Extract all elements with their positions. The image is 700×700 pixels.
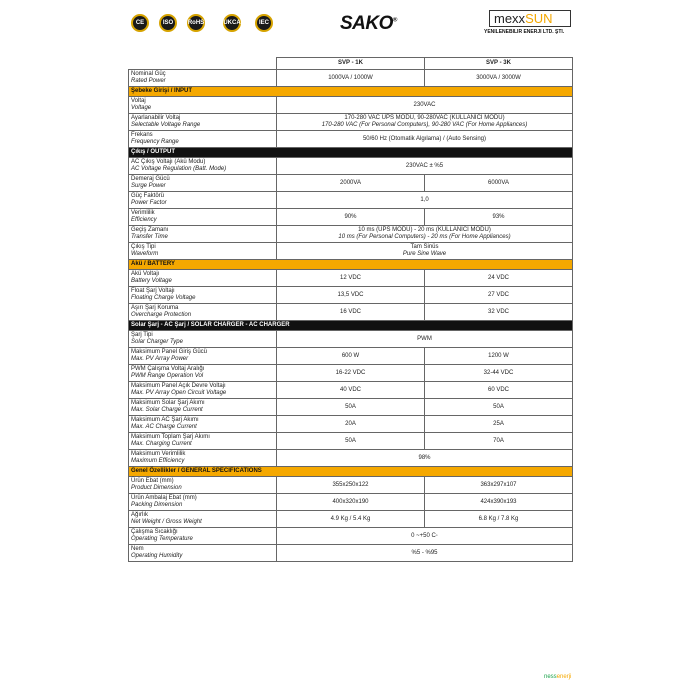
cell-value: 363x297x107 bbox=[425, 477, 573, 494]
cell-value: 230VAC bbox=[277, 97, 573, 114]
table-row bbox=[129, 416, 573, 433]
cell-value: 32-44 VDC bbox=[425, 365, 573, 382]
row-label: Maksimum Panel Açık Devre Voltajı Max. PV Array Open Circuit Voltage bbox=[129, 382, 277, 399]
section-battery bbox=[129, 260, 573, 270]
table-header-row bbox=[129, 58, 573, 70]
row-label: Maksimum Verimlilik Maximum Efficiency bbox=[129, 450, 277, 467]
cell-value: 0 ~+50 C◦ bbox=[277, 528, 573, 545]
cell-value: 13,5 VDC bbox=[277, 287, 425, 304]
cell-value: 16-22 VDC bbox=[277, 365, 425, 382]
cell-value: 170-280 VAC UPS MODU, 90-280VAC (KULLANICI MODU) 170-280 VAC (For Personal Computers), 90-280 VAC (For Home Appliances) bbox=[277, 114, 573, 131]
cell-value: PWM bbox=[277, 331, 573, 348]
cell-value: 50A bbox=[425, 399, 573, 416]
table-row bbox=[129, 226, 573, 243]
table-row bbox=[129, 365, 573, 382]
row-label: Çıkış Tipi Waveform bbox=[129, 243, 277, 260]
section-general bbox=[129, 467, 573, 477]
table-row bbox=[129, 382, 573, 399]
mexxsun-logo: mexx SUN bbox=[489, 10, 571, 27]
cell-value: Genel Özellikler / GENERAL SPECIFICATIONS bbox=[129, 467, 573, 477]
cell-value: Akü / BATTERY bbox=[129, 260, 573, 270]
cell-value: %5 - %95 bbox=[277, 545, 573, 562]
cell-value: Tam Sinüs Pure Sine Wave bbox=[277, 243, 573, 260]
row-label: Ürün Ambalaj Ebat (mm) Packing Dimension bbox=[129, 494, 277, 511]
cell-value: 50A bbox=[277, 433, 425, 450]
row-label: PWM Çalışma Voltaj Aralığı PWM Range Operation Vol bbox=[129, 365, 277, 382]
table-row bbox=[129, 192, 573, 209]
cell-value: 16 VDC bbox=[277, 304, 425, 321]
table-row bbox=[129, 399, 573, 416]
table-row bbox=[129, 175, 573, 192]
table-row bbox=[129, 545, 573, 562]
row-label: Akü Voltajı Battery Voltage bbox=[129, 270, 277, 287]
section-input bbox=[129, 87, 573, 97]
iec-cert-icon: IEC bbox=[255, 14, 273, 32]
table-row bbox=[129, 97, 573, 114]
row-label: Maksimum Solar Şarj Akımı Max. Solar Charge Current bbox=[129, 399, 277, 416]
ce-cert-icon: CE bbox=[131, 14, 149, 32]
spec-table bbox=[128, 57, 573, 562]
table-row bbox=[129, 287, 573, 304]
row-label: Float Şarj Voltajı Floating Charge Voltage bbox=[129, 287, 277, 304]
ukca-cert-icon: UKCA bbox=[223, 14, 241, 32]
table-row bbox=[129, 114, 573, 131]
table-row bbox=[129, 209, 573, 226]
row-label: Voltaj Voltage bbox=[129, 97, 277, 114]
cell-value: 6.8 Kg / 7.8 Kg bbox=[425, 511, 573, 528]
row-label: Maksimum Panel Giriş Gücü Max. PV Array Power bbox=[129, 348, 277, 365]
watermark: nessenerji bbox=[544, 674, 572, 680]
cell-value: 424x390x193 bbox=[425, 494, 573, 511]
cell-value bbox=[129, 58, 277, 70]
row-label: Maksimum AC Şarj Akımı Max. AC Charge Current bbox=[129, 416, 277, 433]
rohs-cert-icon: RoHS bbox=[187, 14, 205, 32]
cell-value: 20A bbox=[277, 416, 425, 433]
cell-value: 6000VA bbox=[425, 175, 573, 192]
table-row bbox=[129, 270, 573, 287]
cell-value: 600 W bbox=[277, 348, 425, 365]
row-label: AC Çıkış Voltajı (Akü Modu) AC Voltage Regulation (Batt. Mode) bbox=[129, 158, 277, 175]
col-svp-3k: SVP - 3K bbox=[425, 58, 573, 70]
section-solar-charger bbox=[129, 321, 573, 331]
cell-value: Çıkış / OUTPUT bbox=[129, 148, 573, 158]
row-label: Çalışma Sıcaklığı Operating Temperature bbox=[129, 528, 277, 545]
cell-value: 12 VDC bbox=[277, 270, 425, 287]
row-label: Ağırlık Net Weight / Gross Weight bbox=[129, 511, 277, 528]
row-label: Geçiş Zamanı Transfer Time bbox=[129, 226, 277, 243]
section-output bbox=[129, 148, 573, 158]
row-label: Verimlilik Efficiency bbox=[129, 209, 277, 226]
sako-logo: SAKO® bbox=[340, 13, 397, 34]
cell-value: 27 VDC bbox=[425, 287, 573, 304]
table-row bbox=[129, 477, 573, 494]
cell-value: 4.9 Kg / 5.4 Kg bbox=[277, 511, 425, 528]
cell-value: 25A bbox=[425, 416, 573, 433]
cell-value: 1200 W bbox=[425, 348, 573, 365]
row-label: Ürün Ebat (mm) Product Dimension bbox=[129, 477, 277, 494]
cell-value: 60 VDC bbox=[425, 382, 573, 399]
iso-cert-icon: ISO bbox=[159, 14, 177, 32]
cell-value: 10 ms (UPS MODU) - 20 ms (KULLANICI MODU) 10 ms (For Personal Computers) - 20 ms (For Home Appliances) bbox=[277, 226, 573, 243]
table-row bbox=[129, 331, 573, 348]
row-label: Güç Faktörü Power Factor bbox=[129, 192, 277, 209]
cell-value: 400x320x190 bbox=[277, 494, 425, 511]
table-row bbox=[129, 511, 573, 528]
cell-value: 32 VDC bbox=[425, 304, 573, 321]
cell-value: Şebeke Girişi / INPUT bbox=[129, 87, 573, 97]
table-row bbox=[129, 528, 573, 545]
row-label: Ayarlanabilir Voltaj Selectable Voltage Range bbox=[129, 114, 277, 131]
table-row bbox=[129, 158, 573, 175]
table-row bbox=[129, 433, 573, 450]
cell-value: 355x250x122 bbox=[277, 477, 425, 494]
cell-value: 40 VDC bbox=[277, 382, 425, 399]
table-row bbox=[129, 450, 573, 467]
cell-value: 93% bbox=[425, 209, 573, 226]
page-header bbox=[0, 0, 700, 48]
cell-value: 90% bbox=[277, 209, 425, 226]
cell-value: 24 VDC bbox=[425, 270, 573, 287]
row-label: Şarj Tipi Solar Charger Type bbox=[129, 331, 277, 348]
table-row bbox=[129, 243, 573, 260]
cell-value: 230VAC ± %5 bbox=[277, 158, 573, 175]
table-row bbox=[129, 494, 573, 511]
cell-value: 50A bbox=[277, 399, 425, 416]
row-label: Demeraj Gücü Surge Power bbox=[129, 175, 277, 192]
cell-value: 70A bbox=[425, 433, 573, 450]
table-row bbox=[129, 304, 573, 321]
cell-value: Solar Şarj - AC Şarj / SOLAR CHARGER - AC CHARGER bbox=[129, 321, 573, 331]
col-svp-1k: SVP - 1K bbox=[277, 58, 425, 70]
table-row bbox=[129, 70, 573, 87]
cell-value: 50/60 Hz (Otomatik Algılama) / (Auto Sensing) bbox=[277, 131, 573, 148]
cell-value: 1,0 bbox=[277, 192, 573, 209]
cell-value: 2000VA bbox=[277, 175, 425, 192]
row-label: Aşırı Şarj Koruma Overcharge Protection bbox=[129, 304, 277, 321]
row-label: Maksimum Toplam Şarj Akımı Max. Charging Current bbox=[129, 433, 277, 450]
row-label: Frekans Frequency Range bbox=[129, 131, 277, 148]
cell-value: 3000VA / 3000W bbox=[425, 70, 573, 87]
company-name: YENILENEBILIR ENERJI LTD. ŞTI. bbox=[484, 29, 565, 35]
row-label: Nominal Güç Rated Power bbox=[129, 70, 277, 87]
table-row bbox=[129, 131, 573, 148]
cell-value: 1000VA / 1000W bbox=[277, 70, 425, 87]
cell-value: 98% bbox=[277, 450, 573, 467]
table-row bbox=[129, 348, 573, 365]
row-label: Nem Operating Humidity bbox=[129, 545, 277, 562]
